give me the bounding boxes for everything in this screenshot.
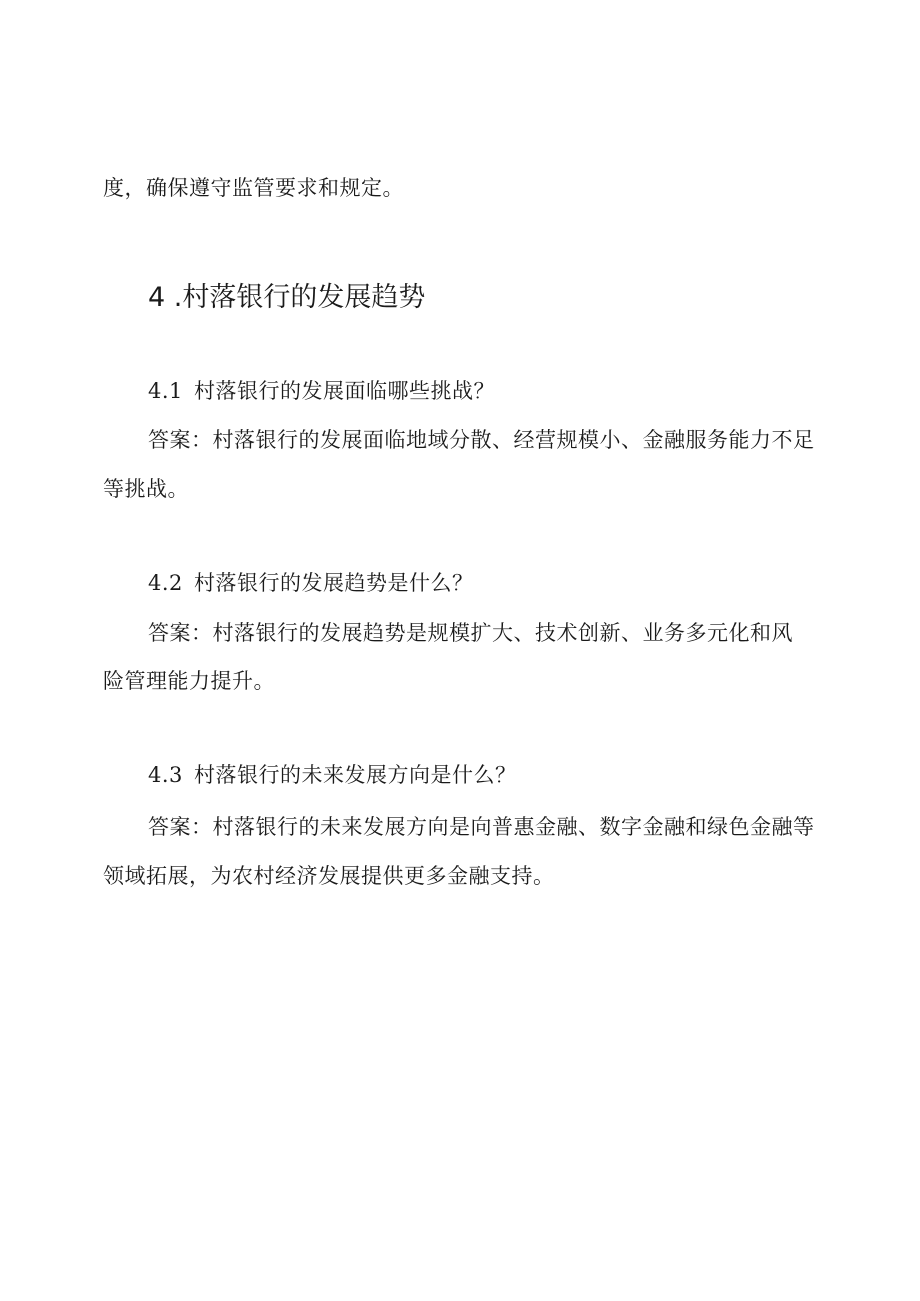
question-4-2 (148, 568, 474, 598)
question-4-1 (148, 376, 495, 406)
carryover-text: 度，确保遵守监管要求和规定。 (103, 176, 404, 200)
answer-4-3-line-1: 答案：村落银行的未来发展方向是向普惠金融、数字金融和绿色金融等 (148, 815, 815, 839)
answer-4-2-line-1: 答案：村落银行的发展趋势是规模扩大、技术创新、业务多元化和风 (148, 621, 793, 645)
question-text: 村落银行的发展面临哪些挑战？ (194, 379, 495, 403)
answer-4-1-line-2: 等挑战。 (103, 477, 189, 501)
answer-4-2-line-2: 险管理能力提升。 (103, 669, 275, 693)
section-number: 4 (148, 282, 166, 313)
question-number: 4.1 (148, 379, 183, 403)
question-number: 4.2 (148, 571, 183, 595)
section-title: .村落银行的发展趋势 (173, 282, 426, 313)
question-number: 4.3 (148, 763, 183, 787)
question-4-3 (148, 760, 517, 790)
section-heading (148, 280, 425, 316)
question-text: 村落银行的未来发展方向是什么？ (194, 763, 517, 787)
answer-4-1-line-1: 答案：村落银行的发展面临地域分散、经营规模小、金融服务能力不足 (148, 428, 815, 452)
question-text: 村落银行的发展趋势是什么？ (194, 571, 474, 595)
answer-4-3-line-2: 领域拓展，为农村经济发展提供更多金融支持。 (103, 864, 555, 888)
